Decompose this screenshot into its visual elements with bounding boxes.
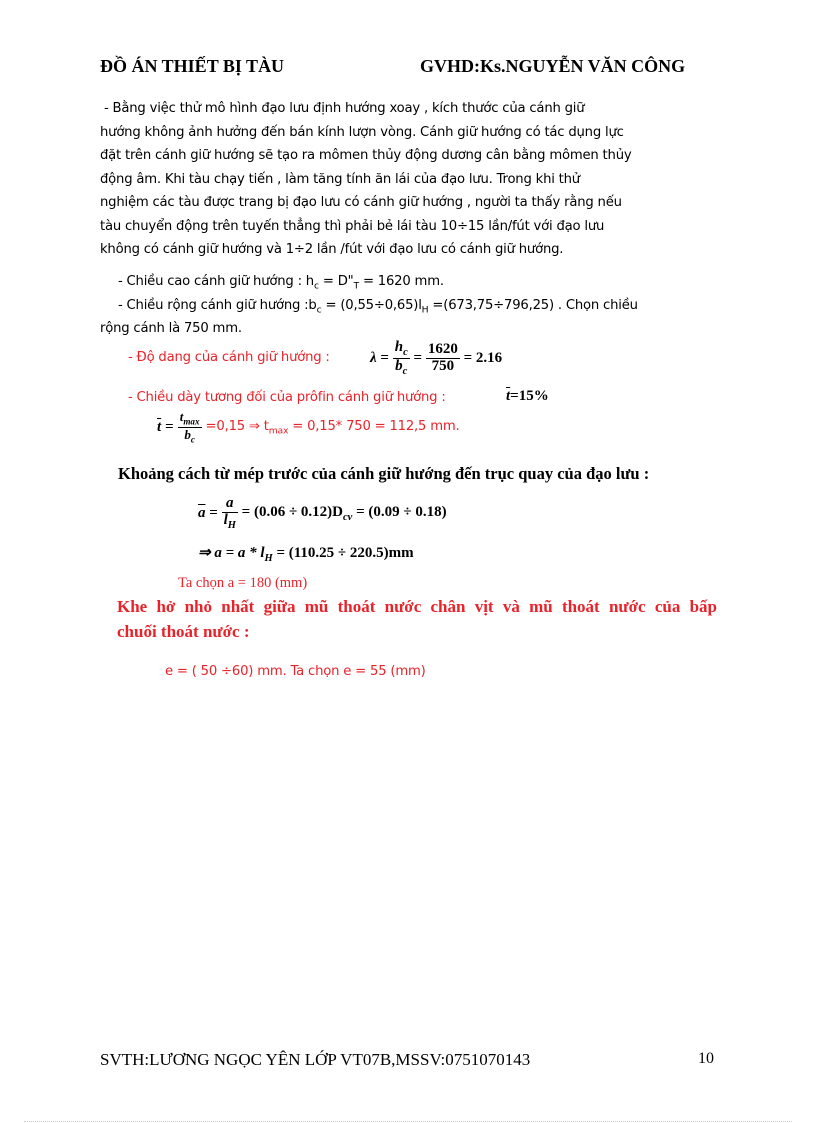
- formula-a-ratio: $\overline{a}$ = $\frac{a}{l_H}$ = $(0.06 \div 0.12)D_{cv} = (0.09 \div 0.18)$: [198, 495, 447, 531]
- footer-student: SVTH:LƯƠNG NGỌC YÊN LỚP VT07B,MSSV:0751070143: [100, 1050, 531, 1069]
- paragraph-line: hướng không ảnh hưởng đến bán kính lượn vòng. Cánh giữ hướng có tác dụng lực: [100, 124, 624, 140]
- thickness-label: - Chiều dày tương đối của prôfin cánh giữ hướng :: [128, 390, 446, 405]
- gap-heading-line1: Khe hở nhỏ nhất giữa mũ thoát nước chân vịt và mũ thoát nước của bấp: [117, 597, 717, 616]
- paragraph-line: động âm. Khi tàu chạy tiến , làm tăng tính ăn lái của đạo lưu. Trong khi thử: [100, 171, 580, 187]
- header-right: GVHD:Ks.NGUYỄN VĂN CÔNG: [420, 56, 686, 76]
- thickness-value: $\overline{t}=15\%$: [506, 388, 549, 404]
- paragraph-line: - Bằng việc thử mô hình đạo lưu định hướng xoay , kích thước của cánh giữ: [104, 101, 585, 116]
- page-bottom-divider: [24, 1121, 792, 1122]
- choose-a: Ta chọn a = 180 (mm): [178, 575, 308, 591]
- gap-value: e = ( 50 ÷60) mm. Ta chọn e = 55 (mm): [165, 664, 426, 679]
- header-left: ĐỒ ÁN THIẾT BỊ TÀU: [100, 56, 285, 76]
- aspect-formula: λ = $\frac{h_c}{b_c}$ = $\frac{1620}{750}$ = 2.16: [370, 339, 503, 378]
- page-number: 10: [698, 1050, 714, 1067]
- height-line: - Chiều cao cánh giữ hướng : $h_c$ = $D"_T = 1620$ mm.: [118, 274, 444, 292]
- gap-heading-line2: chuối thoát nước :: [117, 622, 250, 641]
- distance-heading: Khoảng cách từ mép trước của cánh giữ hướng đến trục quay của đạo lưu :: [118, 464, 650, 483]
- tmax-formula: $\overline{t}$ = $\frac{t_{max}}{b_c}$ =0,15 ⇒ $t_{max} = 0,15*$ 750 = 112,5 mm.: [157, 409, 460, 445]
- paragraph-line: nghiệm các tàu được trang bị đạo lưu có cánh giữ hướng , người ta thấy rằng nếu: [100, 195, 622, 210]
- aspect-label: - Độ dang của cánh giữ hướng :: [128, 350, 330, 365]
- intro-paragraph: [100, 97, 631, 262]
- paragraph-line: không có cánh giữ hướng và 1÷2 lần /fút với đạo lưu có cánh giữ hướng.: [100, 242, 564, 257]
- paragraph-line: tàu chuyển động trên tuyến thẳng thì phải bẻ lái tàu 10÷15 lần/fút với đạo lưu: [100, 218, 605, 234]
- width-line: - Chiều rộng cánh giữ hướng $:b_c = (0,55\div 0,65)l_H =(673,75\div 796,25)$ . Chọn chiều: [118, 298, 638, 316]
- paragraph-line: đặt trên cánh giữ hướng sẽ tạo ra mômen thủy động dương cân bằng mômen thủy: [100, 148, 632, 163]
- formula-a-value: ⇒ $a = a * l_H = (110.25 \div 220.5)mm$: [198, 545, 414, 564]
- width-line-continued: rộng cánh là 750 mm.: [100, 321, 242, 336]
